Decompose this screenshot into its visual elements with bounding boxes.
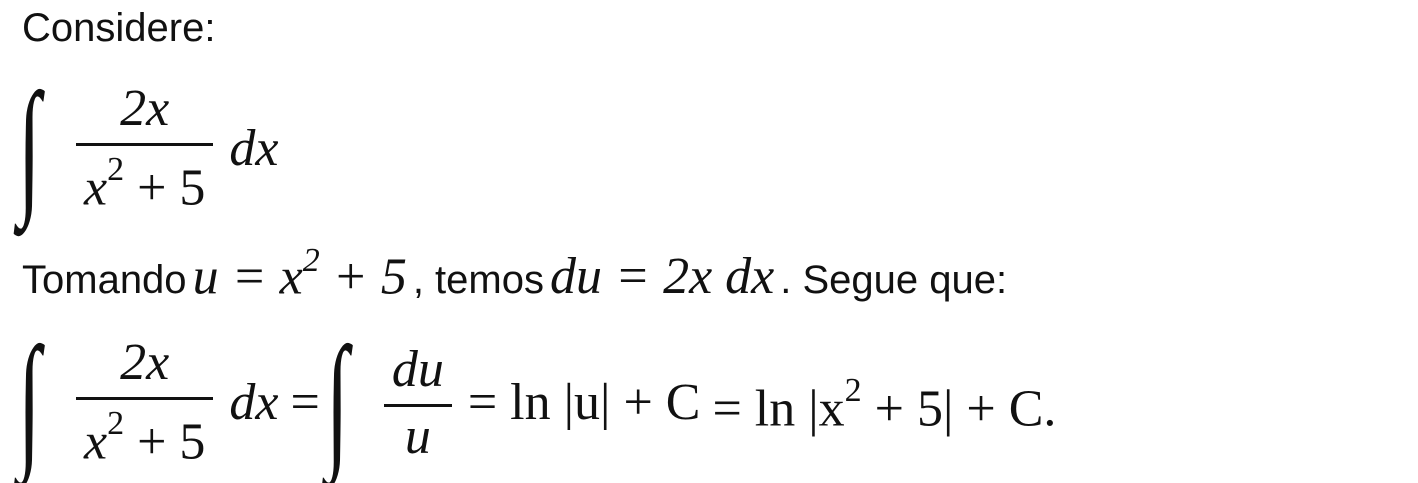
u-definition [187, 242, 413, 306]
intro-text: Considere: [22, 6, 216, 50]
substitution-line [22, 242, 1008, 306]
substitution-middle: , temos [412, 258, 544, 303]
fraction-3-denominator: u [404, 407, 431, 465]
fraction-2-denominator [76, 402, 213, 470]
fraction-2-bar [76, 397, 213, 400]
end-mark: . [1043, 380, 1057, 438]
differential: dx [229, 120, 279, 177]
fraction-2 [76, 335, 213, 470]
result-expression [18, 317, 1062, 483]
differential-2: dx [229, 374, 279, 431]
integral-sign: ∫ [18, 63, 41, 229]
du-definition: du = 2x dx [549, 248, 775, 306]
fraction-denominator [76, 148, 213, 216]
fraction-3-numerator: du [391, 340, 444, 398]
fraction-numerator: 2x [120, 80, 170, 138]
den-rest: + 5 [124, 159, 206, 217]
den-exponent: 2 [107, 151, 125, 189]
den-base: x [84, 159, 108, 217]
substitution-prefix: Tomando [22, 258, 187, 303]
result-ln-x [706, 369, 1062, 437]
result2-rest: + 5| + C [861, 380, 1044, 438]
integral-expression [18, 63, 285, 229]
result2-prefix: = ln |x [712, 380, 845, 438]
u-def-lhs: u = x [192, 248, 303, 306]
fraction-2-numerator: 2x [120, 334, 170, 392]
den2-rest: + 5 [124, 413, 206, 471]
fraction-bar [76, 143, 213, 146]
fraction-3-bar [384, 404, 452, 407]
equals-sign: = [290, 374, 320, 431]
result-ln-u: = ln |u| + C [467, 374, 701, 431]
integral-sign-3: ∫ [325, 317, 349, 483]
substitution-suffix: . Segue que: [780, 258, 1008, 303]
u-def-exponent: 2 [302, 242, 320, 279]
u-def-rest: + 5 [319, 248, 407, 306]
den2-exponent: 2 [107, 405, 125, 443]
den2-base: x [84, 413, 108, 471]
result2-exponent: 2 [844, 371, 862, 409]
fraction-3 [384, 342, 452, 465]
fraction [76, 81, 213, 216]
integral-sign-2: ∫ [18, 317, 41, 483]
